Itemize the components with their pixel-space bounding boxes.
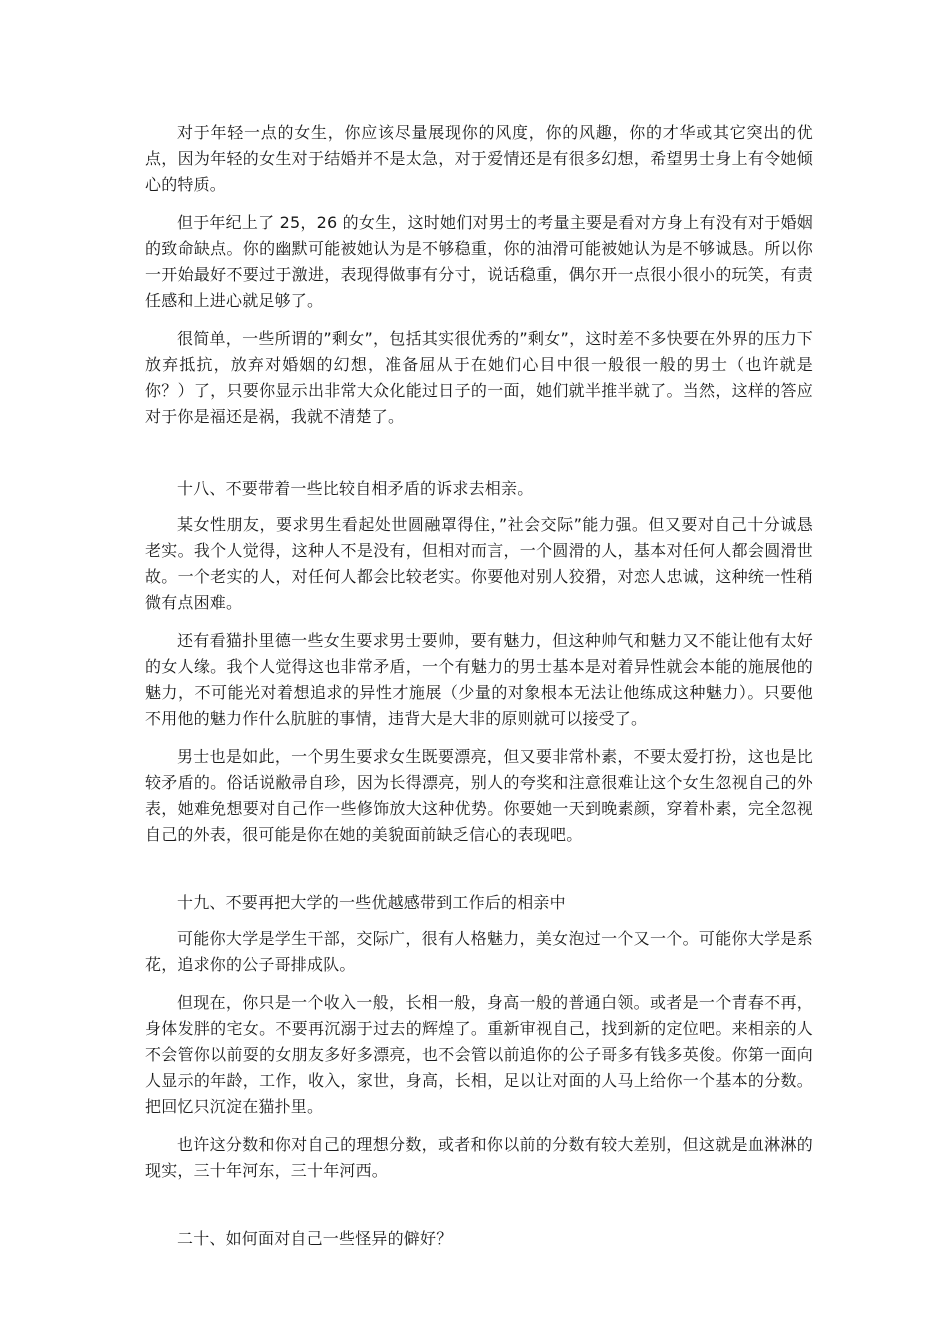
paragraph: 男士也是如此，一个男生要求女生既要漂亮，但又要非常朴素，不要太爱打扮，这也是比较矛盾的。俗话说敝帚自珍，因为长得漂亮，别人的夸奖和注意很难让这个女生忽视自己的外表，她难免想要对自己作一些修饰放大这种优势。你要她一天到晚素颜，穿着朴素，完全忽视自己的外表，很可能是你在她的美貌面前缺乏信心的表现吧。 (145, 747, 813, 844)
section-heading-20: 二十、如何面对自己一些怪异的僻好？ (177, 1229, 453, 1248)
paragraph: 可能你大学是学生干部，交际广，很有人格魅力，美女泡过一个又一个。可能你大学是系花，追求你的公子哥排成队。 (145, 929, 813, 974)
section-spacer (145, 1196, 813, 1226)
section-heading-19: 十九、不要再把大学的一些优越感带到工作后的相亲中 (177, 893, 566, 912)
document-body (145, 120, 813, 1262)
section-spacer (145, 860, 813, 890)
paragraph: 也许这分数和你对自己的理想分数，或者和你以前的分数有较大差别，但这就是血淋淋的现实，三十年河东，三十年河西。 (145, 1135, 813, 1180)
paragraph: 很简单，一些所谓的”剩女”，包括其实很优秀的”剩女”，这时差不多快要在外界的压力下放弃抵抗，放弃对婚姻的幻想，准备屈从于在她们心目中很一般很一般的男士（也许就是你？）了，只要你显示出非常大众化能过日子的一面，她们就半推半就了。当然，这样的答应对于你是福还是祸，我就不清楚了。 (145, 329, 813, 426)
paragraph: 但于年纪上了 25，26 的女生，这时她们对男士的考量主要是看对方身上有没有对于婚姻的致命缺点。你的幽默可能被她认为是不够稳重，你的油滑可能被她认为是不够诚恳。所以你一开始最好不要过于激进，表现得做事有分寸，说话稳重，偶尔开一点很小很小的玩笑，有责任感和上进心就足够了。 (145, 213, 813, 310)
paragraph: 还有看猫扑里德一些女生要求男士要帅，要有魅力，但这种帅气和魅力又不能让他有太好的女人缘。我个人觉得这也非常矛盾，一个有魅力的男士基本是对着异性就会本能的施展他的魅力，不可能光对着想追求的异性才施展（少量的对象根本无法让他练成这种魅力）。只要他不用他的魅力作什么肮脏的事情，违背大是大非的原则就可以接受了。 (145, 631, 813, 728)
paragraph: 某女性朋友，要求男生看起处世圆融罩得住，”社会交际”能力强。但又要对自己十分诚恳老实。我个人觉得，这种人不是没有，但相对而言，一个圆滑的人，基本对任何人都会圆滑世故。一个老实的人，对任何人都会比较老实。你要他对别人狡猾，对恋人忠诚，这种统一性稍微有点困难。 (145, 515, 813, 612)
paragraph: 对于年轻一点的女生，你应该尽量展现你的风度，你的风趣，你的才华或其它突出的优点，因为年轻的女生对于结婚并不是太急，对于爱情还是有很多幻想，希望男士身上有令她倾心的特质。 (145, 123, 813, 194)
section-spacer (145, 442, 813, 476)
section-heading-18: 十八、不要带着一些比较自相矛盾的诉求去相亲。 (177, 479, 534, 498)
paragraph: 但现在，你只是一个收入一般，长相一般，身高一般的普通白领。或者是一个青春不再，身体发胖的宅女。不要再沉溺于过去的辉煌了。重新审视自己，找到新的定位吧。来相亲的人不会管你以前耍的女朋友多好多漂亮，也不会管以前追你的公子哥多有钱多英俊。你第一面向人显示的年龄，工作，收入，家世，身高，长相，足以让对面的人马上给你一个基本的分数。把回忆只沉淀在猫扑里。 (145, 993, 813, 1116)
